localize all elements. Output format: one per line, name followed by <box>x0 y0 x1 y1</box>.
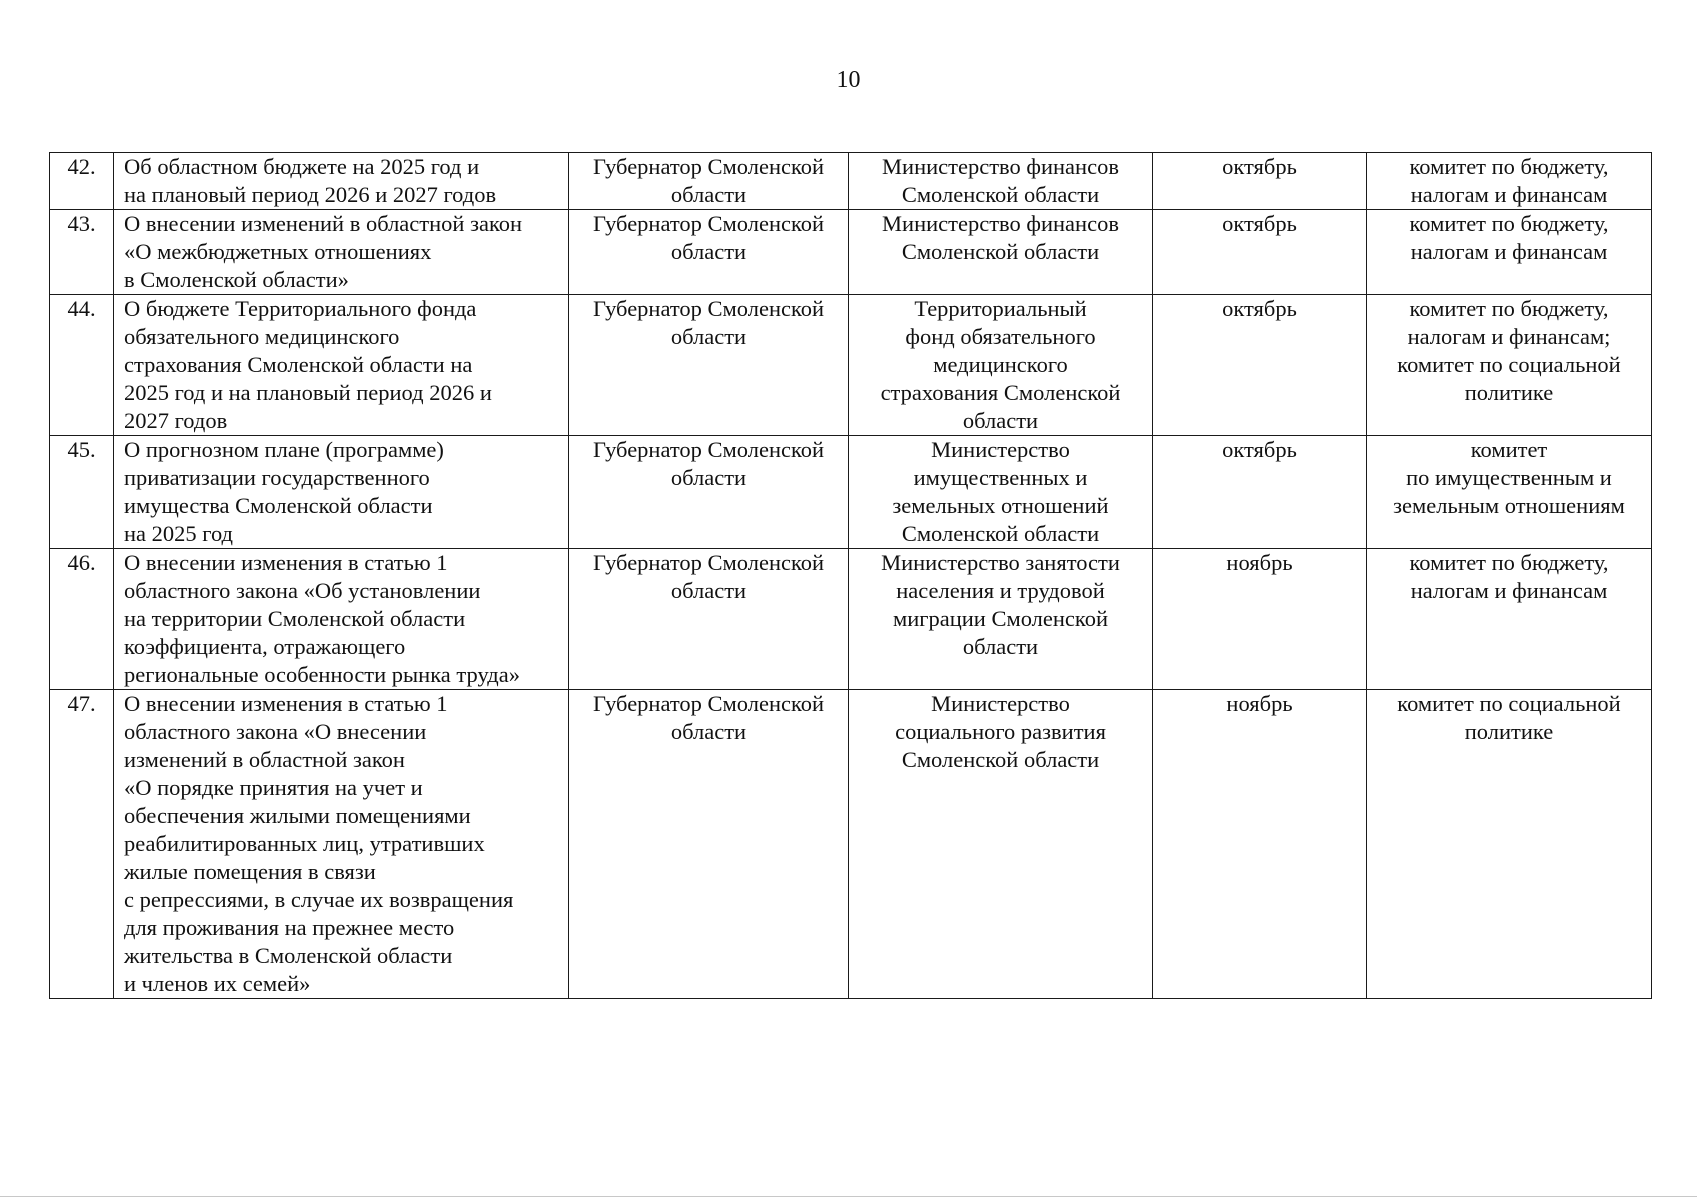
developer: Министерство финансов Смоленской области <box>849 210 1153 295</box>
committee: комитет по бюджету, налогам и финансам <box>1367 549 1652 690</box>
month: ноябрь <box>1153 549 1367 690</box>
month: октябрь <box>1153 153 1367 210</box>
table-row <box>50 295 1652 436</box>
row-number: 43. <box>50 210 114 295</box>
initiator: Губернатор Смоленской области <box>569 690 849 999</box>
committee: комитет по бюджету, налогам и финансам; комитет по социальной политике <box>1367 295 1652 436</box>
committee: комитет по бюджету, налогам и финансам <box>1367 210 1652 295</box>
committee: комитет по бюджету, налогам и финансам <box>1367 153 1652 210</box>
bill-title: О бюджете Территориального фонда обязательного медицинского страхования Смоленской области на 2025 год и на плановый период 2026 и 2027 годов <box>114 295 569 436</box>
committee: комитет по социальной политике <box>1367 690 1652 999</box>
bill-title: О внесении изменения в статью 1 областного закона «О внесении изменений в областной закон «О порядке принятия на учет и обеспечения жилыми помещениями реабилитированных лиц, утративших жилые помещения в связи с репрессиями, в случае их возвращения для проживания на прежнее место жительства в Смоленской области и членов их семей» <box>114 690 569 999</box>
row-number: 46. <box>50 549 114 690</box>
bill-title: О внесении изменения в статью 1 областного закона «Об установлении на территории Смоленской области коэффициента, отражающего региональные особенности рынка труда» <box>114 549 569 690</box>
row-number: 44. <box>50 295 114 436</box>
legislative-plan-table <box>49 152 1652 999</box>
row-number: 47. <box>50 690 114 999</box>
scan-edge-line <box>0 1196 1697 1197</box>
table-row <box>50 153 1652 210</box>
developer: Министерство имущественных и земельных отношений Смоленской области <box>849 436 1153 549</box>
bill-title: О прогнозном плане (программе) приватизации государственного имущества Смоленской области на 2025 год <box>114 436 569 549</box>
page-number: 10 <box>836 67 861 93</box>
developer: Министерство социального развития Смоленской области <box>849 690 1153 999</box>
month: октябрь <box>1153 295 1367 436</box>
initiator: Губернатор Смоленской области <box>569 295 849 436</box>
committee: комитет по имущественным и земельным отношениям <box>1367 436 1652 549</box>
month: октябрь <box>1153 210 1367 295</box>
developer: Министерство занятости населения и трудовой миграции Смоленской области <box>849 549 1153 690</box>
developer: Территориальный фонд обязательного медицинского страхования Смоленской области <box>849 295 1153 436</box>
bill-title: Об областном бюджете на 2025 год и на плановый период 2026 и 2027 годов <box>114 153 569 210</box>
initiator: Губернатор Смоленской области <box>569 436 849 549</box>
table-row <box>50 436 1652 549</box>
initiator: Губернатор Смоленской области <box>569 153 849 210</box>
month: октябрь <box>1153 436 1367 549</box>
bill-title: О внесении изменений в областной закон «О межбюджетных отношениях в Смоленской области» <box>114 210 569 295</box>
month: ноябрь <box>1153 690 1367 999</box>
table-row <box>50 690 1652 999</box>
row-number: 45. <box>50 436 114 549</box>
table-row <box>50 549 1652 690</box>
initiator: Губернатор Смоленской области <box>569 549 849 690</box>
developer: Министерство финансов Смоленской области <box>849 153 1153 210</box>
table-row <box>50 210 1652 295</box>
initiator: Губернатор Смоленской области <box>569 210 849 295</box>
row-number: 42. <box>50 153 114 210</box>
